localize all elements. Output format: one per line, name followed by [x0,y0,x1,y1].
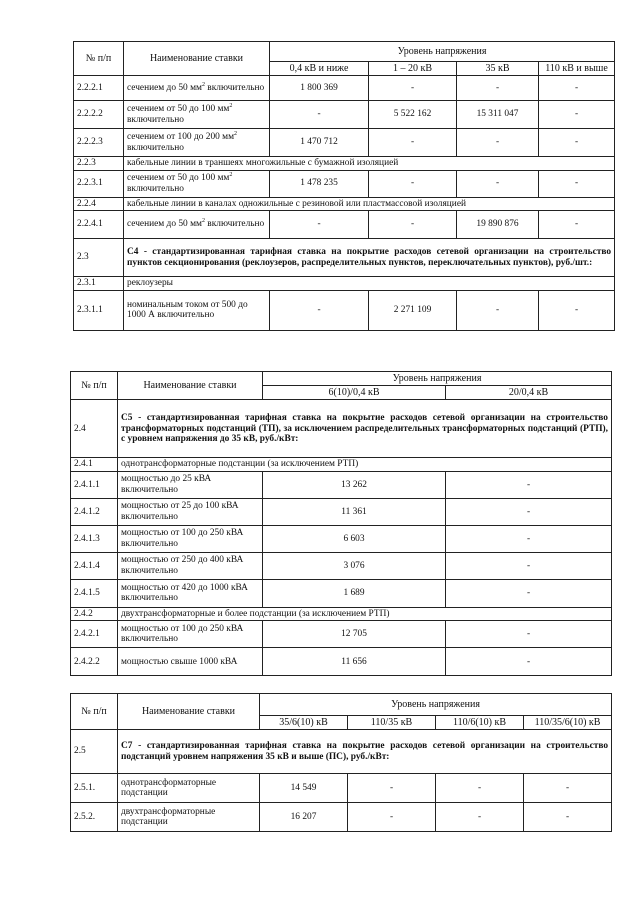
row-value: - [457,76,539,101]
row-num: 2.2.2.2 [74,101,124,129]
row-value: - [270,211,369,239]
header-num: № п/п [74,42,124,76]
row-value: 3 076 [263,552,446,579]
table-row [71,774,612,803]
row-value: 14 549 [260,774,348,803]
tariff-table-transformer-substations [70,371,612,676]
row-value: - [436,774,524,803]
row-name: мощностью от 100 до 250 кВА включительно [118,525,263,552]
row-value: - [369,76,457,101]
row-num: 2.5.2. [71,803,118,832]
row-num: 2.4.2.1 [71,621,118,648]
tariff-table-cables [73,41,615,331]
row-num: 2.4.2 [71,607,118,621]
row-num: 2.2.2.3 [74,129,124,157]
row-value: 15 311 047 [457,101,539,129]
row-num: 2.4.1.4 [71,552,118,579]
row-name: мощностью от 250 до 400 кВА включительно [118,552,263,579]
table-row-section [74,157,615,171]
row-value: 16 207 [260,803,348,832]
row-value: - [539,211,615,239]
row-value: - [539,129,615,157]
table-row [74,101,615,129]
table-row [71,552,612,579]
header-voltage-level: Уровень напряжения [270,42,615,62]
header-col: 1 – 20 кВ [369,62,457,76]
table-row [71,498,612,525]
row-name: сечением до 50 $мм^2$ включительно [124,76,270,101]
row-value: - [539,170,615,197]
row-num: 2.4.1.2 [71,498,118,525]
table-row [74,211,615,239]
row-value: - [446,579,612,607]
table-header-row [71,694,612,716]
row-name: двухтрансформаторные подстанции [118,803,260,832]
rate-c7-description: С7 - стандартизированная тарифная ставка на покрытие расходов сетевой организации на строительство подстанций уровнем напряжения 35 кВ и выше (ПС), руб./кВт: [118,730,612,774]
header-col: 35 кВ [457,62,539,76]
header-col: 35/6(10) кВ [260,716,348,730]
row-num: 2.3.1 [74,277,124,291]
header-col: 0,4 кВ и ниже [270,62,369,76]
row-value: - [369,211,457,239]
table-row [71,803,612,832]
row-name: однотрансформаторные подстанции [118,774,260,803]
row-name: номинальным током от 500 до 1000 А включительно [124,290,270,330]
header-col: 6(10)/0,4 кВ [263,386,446,400]
row-section-title: реклоузеры [124,277,615,291]
row-value: - [446,498,612,525]
table-row-section [71,730,612,774]
row-value: - [539,101,615,129]
row-value: - [348,774,436,803]
row-num: 2.4.1.3 [71,525,118,552]
row-num: 2.2.3 [74,157,124,171]
row-value: - [446,525,612,552]
row-value: - [457,170,539,197]
table-row-section [74,277,615,291]
row-value: - [369,170,457,197]
header-voltage-level: Уровень напряжения [263,372,612,386]
row-value: - [446,648,612,676]
row-value: - [524,774,612,803]
row-num: 2.5 [71,730,118,774]
row-num: 2.4.1 [71,458,118,472]
table-row-section [71,607,612,621]
table-row [71,471,612,498]
row-value: - [446,621,612,648]
row-name: мощностью от 25 до 100 кВА включительно [118,498,263,525]
row-value: 19 890 876 [457,211,539,239]
header-name: Наименование ставки [124,42,270,76]
rate-c4-description: С4 - стандартизированная тарифная ставка на покрытие расходов сетевой организации на строительство пунктов секционирования (реклоузеров, распределительных пунктов, переключательных пунктов), руб./шт.: [124,239,615,277]
header-col: 20/0,4 кВ [446,386,612,400]
row-value: 11 361 [263,498,446,525]
rate-c5-description: С5 - стандартизированная тарифная ставка на покрытие расходов сетевой организации на строительство трансформаторных подстанций (ТП), за исключением распределительных трансформаторных подстанций (РТП), с уровнем напряжения до 35 кВ, руб./кВт: [118,400,612,458]
row-value: 11 656 [263,648,446,676]
table-row [74,290,615,330]
table-row [74,76,615,101]
table-row [74,129,615,157]
row-num: 2.4.2.2 [71,648,118,676]
table-row [74,170,615,197]
row-name: мощностью от 100 до 250 кВА включительно [118,621,263,648]
table-row-section [74,239,615,277]
row-name: мощностью от 420 до 1000 кВА включительно [118,579,263,607]
table-row-section [71,458,612,472]
row-value: 6 603 [263,525,446,552]
header-col: 110/35 кВ [348,716,436,730]
table-header-row [74,42,615,62]
table-row-section [74,197,615,211]
row-value: - [446,552,612,579]
row-num: 2.2.4.1 [74,211,124,239]
tariff-table-substations-35kv [70,693,612,832]
table-row [71,648,612,676]
row-value: 5 522 162 [369,101,457,129]
row-value: - [270,101,369,129]
row-value: - [539,290,615,330]
row-value: 13 262 [263,471,446,498]
row-num: 2.4 [71,400,118,458]
header-num: № п/п [71,694,118,730]
row-name: мощностью свыше 1000 кВА [118,648,263,676]
row-value: - [369,129,457,157]
row-num: 2.4.1.1 [71,471,118,498]
table-row [71,579,612,607]
header-voltage-level: Уровень напряжения [260,694,612,716]
table-row-section [71,400,612,458]
row-value: 12 705 [263,621,446,648]
row-num: 2.3 [74,239,124,277]
row-num: 2.5.1. [71,774,118,803]
row-section-title: однотрансформаторные подстанции (за исключением РТП) [118,458,612,472]
row-num: 2.4.1.5 [71,579,118,607]
row-name: мощностью до 25 кВА включительно [118,471,263,498]
row-value: - [446,471,612,498]
table-row [71,621,612,648]
header-col: 110/6(10) кВ [436,716,524,730]
header-name: Наименование ставки [118,372,263,400]
table-row [71,525,612,552]
row-num: 2.3.1.1 [74,290,124,330]
header-num: № п/п [71,372,118,400]
row-value: - [436,803,524,832]
row-num: 2.2.2.1 [74,76,124,101]
row-section-title: кабельные линии в траншеях многожильные с бумажной изоляцией [124,157,615,171]
row-num: 2.2.4 [74,197,124,211]
row-name: сечением от 100 до 200 $мм^2$ включительно [124,129,270,157]
header-col: 110/35/6(10) кВ [524,716,612,730]
row-value: - [539,76,615,101]
header-col: 110 кВ и выше [539,62,615,76]
row-value: 1 689 [263,579,446,607]
row-value: 1 470 712 [270,129,369,157]
row-num: 2.2.3.1 [74,170,124,197]
row-section-title: двухтрансформаторные и более подстанции (за исключением РТП) [118,607,612,621]
row-value: - [348,803,436,832]
row-name: сечением от 50 до 100 $мм^2$ включительно [124,170,270,197]
row-value: - [457,290,539,330]
row-value: - [524,803,612,832]
row-value: 1 478 235 [270,170,369,197]
row-value: - [457,129,539,157]
row-value: 1 800 369 [270,76,369,101]
table-header-row [71,372,612,386]
row-value: 2 271 109 [369,290,457,330]
header-name: Наименование ставки [118,694,260,730]
row-section-title: кабельные линии в каналах одножильные с резиновой или пластмассовой изоляцией [124,197,615,211]
row-name: сечением от 50 до 100 $мм^2$ включительно [124,101,270,129]
row-value: - [270,290,369,330]
row-name: сечением до 50 $мм^2$ включительно [124,211,270,239]
